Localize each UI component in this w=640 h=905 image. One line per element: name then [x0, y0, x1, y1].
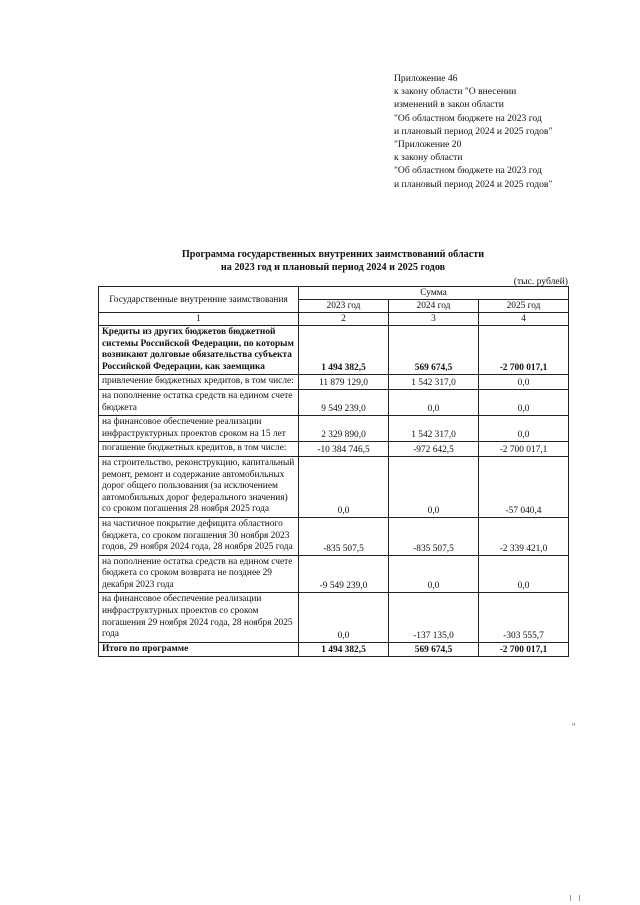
- appendix-line: изменений в закон области: [394, 99, 504, 111]
- table-row: [99, 593, 569, 642]
- title-line-2: на 2023 год и плановый период 2024 и 2025 годов: [220, 262, 446, 273]
- row-label: Итого по программе: [99, 642, 299, 657]
- value-2023: 0,0: [299, 456, 389, 517]
- header-year-2023: 2023 год: [299, 300, 389, 313]
- end-quote-mark: ": [572, 722, 576, 731]
- value-2023: 0,0: [299, 593, 389, 642]
- header-sum: Сумма: [299, 287, 569, 300]
- value-2025: 0,0: [479, 555, 569, 593]
- row-label: на финансовое обеспечение реализации инфраструктурных проектов со сроком погашения 29 ноября 2024 года, 28 ноября 2025 года: [99, 593, 299, 642]
- value-2025: -2 700 017,1: [479, 442, 569, 457]
- header-year-2024: 2024 год: [389, 300, 479, 313]
- table-row: [99, 456, 569, 517]
- corner-mark: [570, 895, 580, 901]
- row-label: Кредиты из других бюджетов бюджетной системы Российской Федерации, по которым возникают долговые обязательства субъекта Российской Федерации, как заемщика: [99, 326, 299, 375]
- column-number: 1: [99, 313, 299, 326]
- table-header-row: [99, 287, 569, 300]
- value-2025: 0,0: [479, 416, 569, 442]
- appendix-line: и плановый период 2024 и 2025 годов": [394, 178, 553, 190]
- column-number: 3: [389, 313, 479, 326]
- table-row: [99, 642, 569, 657]
- value-2024: 0,0: [389, 389, 479, 415]
- value-2024: -835 507,5: [389, 517, 479, 555]
- borrowing-program-table: [98, 286, 569, 657]
- value-2025: -2 339 421,0: [479, 517, 569, 555]
- table-row: [99, 416, 569, 442]
- appendix-line: к закону области "О внесении: [394, 86, 517, 98]
- table-row: [99, 375, 569, 390]
- value-2024: 1 542 317,0: [389, 416, 479, 442]
- table-row: [99, 555, 569, 593]
- row-label: погашение бюджетных кредитов, в том числе:: [99, 442, 299, 457]
- value-2025: -2 700 017,1: [479, 326, 569, 375]
- header-year-2025: 2025 год: [479, 300, 569, 313]
- value-2023: -9 549 239,0: [299, 555, 389, 593]
- value-2023: 1 494 382,5: [299, 642, 389, 657]
- appendix-line: Приложение 46: [394, 73, 458, 84]
- value-2023: 9 549 239,0: [299, 389, 389, 415]
- appendix-header: [394, 72, 634, 191]
- row-label: на строительство, реконструкцию, капитальный ремонт, ремонт и содержание автомобильных дорог общего пользования (за исключением автомобильных дорог федерального значения) со сроком погашения 28 ноября 2025 года: [99, 456, 299, 517]
- value-2023: 2 329 890,0: [299, 416, 389, 442]
- table-row: [99, 517, 569, 555]
- column-number: 4: [479, 313, 569, 326]
- value-2025: 0,0: [479, 375, 569, 390]
- appendix-line: "Об областном бюджете на 2023 год: [394, 165, 542, 177]
- value-2025: -303 555,7: [479, 593, 569, 642]
- table-row: [99, 389, 569, 415]
- value-2024: -137 135,0: [389, 593, 479, 642]
- row-label: привлечение бюджетных кредитов, в том числе:: [99, 375, 299, 390]
- title-line-1: Программа государственных внутренних заимствований области: [181, 249, 485, 260]
- header-borrowings: Государственные внутренние заимствования: [99, 287, 299, 313]
- table-row: [99, 442, 569, 457]
- document-title: [100, 248, 566, 274]
- column-number-row: [99, 313, 569, 326]
- value-2025: -57 040,4: [479, 456, 569, 517]
- value-2024: 569 674,5: [389, 326, 479, 375]
- value-2024: 1 542 317,0: [389, 375, 479, 390]
- value-2023: -835 507,5: [299, 517, 389, 555]
- value-2023: 1 494 382,5: [299, 326, 389, 375]
- row-label: на пополнение остатка средств на едином счете бюджета: [99, 389, 299, 415]
- unit-label: (тыс. рублей): [513, 276, 568, 287]
- value-2024: 569 674,5: [389, 642, 479, 657]
- value-2024: 0,0: [389, 555, 479, 593]
- row-label: на частичное покрытие дефицита областного бюджета, со сроком погашения 30 ноября 2023 годов, 29 ноября 2024 года, 28 ноября 2025 года: [99, 517, 299, 555]
- appendix-line: "Приложение 20: [394, 139, 462, 151]
- value-2025: 0,0: [479, 389, 569, 415]
- value-2024: -972 642,5: [389, 442, 479, 457]
- value-2023: 11 879 129,0: [299, 375, 389, 390]
- value-2025: -2 700 017,1: [479, 642, 569, 657]
- table-row: [99, 326, 569, 375]
- row-label: на финансовое обеспечение реализации инфраструктурных проектов сроком на 15 лет: [99, 416, 299, 442]
- appendix-line: и плановый период 2024 и 2025 годов": [394, 125, 553, 137]
- column-number: 2: [299, 313, 389, 326]
- appendix-line: "Об областном бюджете на 2023 год: [394, 112, 542, 124]
- value-2023: -10 384 746,5: [299, 442, 389, 457]
- table-body: [99, 326, 569, 657]
- value-2024: 0,0: [389, 456, 479, 517]
- row-label: на пополнение остатка средств на едином счете бюджета со сроком возврата не позднее 29 декабря 2023 года: [99, 555, 299, 593]
- appendix-line: к закону области: [394, 152, 463, 164]
